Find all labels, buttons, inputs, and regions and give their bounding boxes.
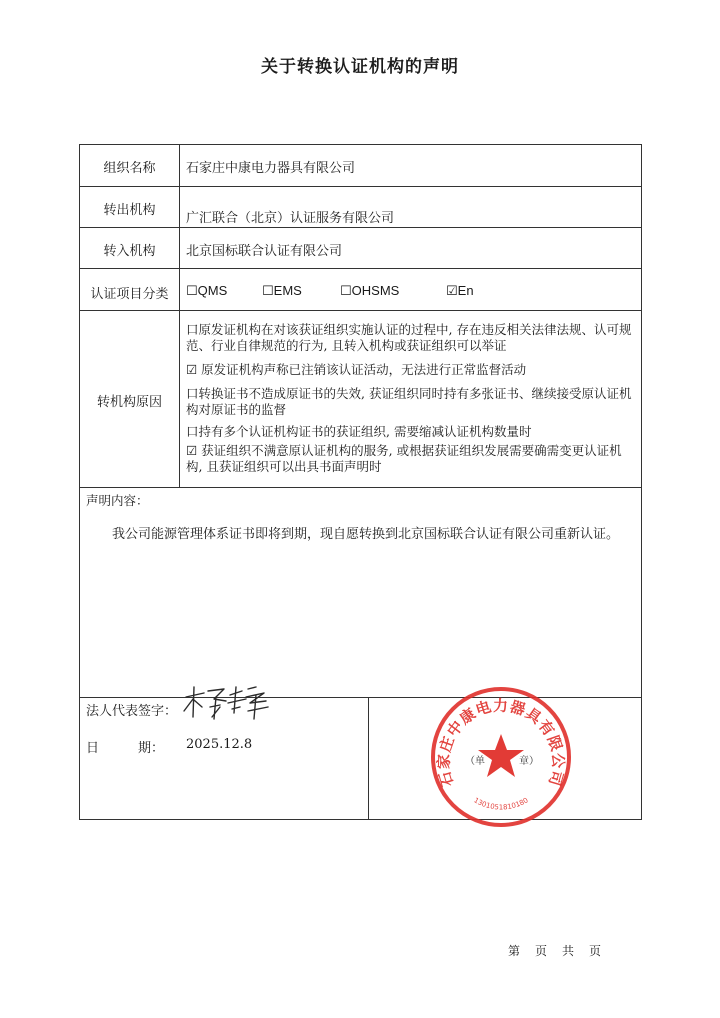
reason-item: 口持有多个认证机构证书的获证组织, 需要缩减认证机构数量时	[186, 424, 532, 439]
footer-total-suffix: 页	[589, 944, 602, 958]
category-text: OHSMS	[351, 283, 400, 298]
category-text: QMS	[197, 283, 228, 298]
category-text: EMS	[273, 283, 302, 298]
column-divider	[368, 697, 369, 820]
transfer-out-value: 广汇联合（北京）认证服务有限公司	[186, 211, 395, 226]
page-footer	[508, 942, 616, 959]
date-value: 2025.12.8	[186, 737, 253, 752]
footer-page: 第	[508, 944, 521, 958]
transfer-in-value: 北京国标联合认证有限公司	[186, 244, 343, 259]
date-label: 日 期：	[86, 741, 165, 756]
row-divider	[79, 268, 642, 269]
row-divider	[79, 487, 642, 488]
company-seal	[428, 684, 574, 830]
document-title: 关于转换认证机构的声明	[261, 57, 459, 77]
org-name-value: 石家庄中康电力器具有限公司	[186, 161, 356, 176]
reason-item: ☑ 原发证机构声称已注销该认证活动，无法进行正常监督活动	[186, 362, 527, 377]
transfer-in-label: 转入机构	[103, 244, 156, 259]
checkbox-icon: ☐	[186, 284, 198, 299]
category-ems	[262, 283, 302, 299]
row-divider	[79, 186, 642, 187]
category-text: En	[457, 283, 474, 298]
reason-item: 口原发证机构在对该获证组织实施认证的过程中, 存在违反相关法律法规、认可规范、行业自律规范的行为, 且转入机构或获证组织可以举证	[186, 322, 632, 353]
reason-item: ☑ 获证组织不满意原认证机构的服务, 或根据获证组织发展需要确需变更认证机构, 且获证组织可以出具书面声明时	[186, 443, 622, 474]
row-divider	[79, 310, 642, 311]
signature-label: 法人代表签字：	[86, 704, 178, 719]
checkbox-icon: ☐	[340, 284, 352, 299]
category-en	[446, 283, 474, 299]
org-name-label: 组织名称	[103, 161, 156, 176]
row-divider	[79, 227, 642, 228]
declaration-text: 我公司能源管理体系证书即将到期，现自愿转换到北京国标联合认证有限公司重新认证。	[112, 527, 620, 542]
seal-note-left: （单	[465, 756, 485, 767]
handwritten-signature	[180, 683, 275, 721]
transfer-out-label: 转出机构	[103, 203, 156, 218]
seal-note-right: 章）	[519, 756, 539, 767]
seal-code-path: 1301051810180	[472, 796, 530, 812]
checked-checkbox-icon: ☑	[446, 284, 458, 299]
seal-company-path: 石家庄中康电力器具有限公司	[434, 696, 568, 789]
declaration-label: 声明内容：	[86, 493, 149, 508]
checkbox-icon: ☐	[262, 284, 274, 299]
seal-code-text	[472, 796, 529, 811]
reason-label: 转机构原因	[96, 395, 162, 410]
category-qms	[186, 283, 227, 299]
category-ohsms	[340, 283, 399, 299]
categories-label: 认证项目分类	[90, 287, 169, 302]
footer-total: 共	[562, 944, 575, 958]
footer-page-suffix: 页	[535, 944, 548, 958]
reason-item: 口转换证书不造成原证书的失效, 获证组织同时持有多张证书、继续接受原认证机构对原证书的监督	[186, 386, 632, 417]
column-divider	[179, 144, 180, 487]
